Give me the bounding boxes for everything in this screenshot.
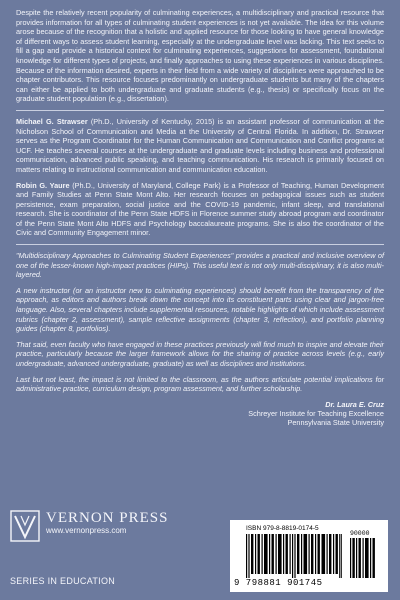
publisher-logo	[10, 510, 168, 542]
divider	[16, 244, 384, 245]
barcode-addon-digits: 90000	[350, 530, 370, 537]
reviewer-signature	[16, 400, 384, 427]
barcode-digits: 9 798881 901745	[234, 578, 323, 588]
divider	[16, 110, 384, 111]
review-paragraph: A new instructor (or an instructor new to culminating experiences) should benefit from the transparency of the approach, as editors and authors break down the concept into its constituent parts using clear and jargon-free language. Also, several chapters include supplemental resources, notable highlights of which include assessment rubrics (chapter 2, assessment), sample reflective assignments (chapter 3, reflection), and portfolio planning guides (chapter 8, portfolios).	[16, 285, 384, 334]
editor-name: Michael G. Strawser	[16, 116, 88, 126]
reviewer-affiliation: Schreyer Institute for Teaching Excellence	[248, 408, 384, 418]
series-name: SERIES IN EDUCATION	[10, 576, 116, 586]
barcode-bars	[246, 534, 342, 578]
review-paragraph: That said, even faculty who have engaged in these practices previously will find much to inspire and elevate their practice, particularly because the larger framework allows for the sharing of practice across levels (e.g., early undergraduate, advanced undergraduate, graduate) as well as disciplines and institutions.	[16, 339, 384, 368]
back-cover-text	[16, 8, 384, 427]
reviewer-name: Dr. Laura E. Cruz	[325, 399, 384, 409]
editor-name: Robin G. Yaure	[16, 180, 70, 190]
editor-bio-text: (Ph.D., University of Kentucky, 2015) is an assistant professor of communication at the Nicholson School of Communication and Media at the University of Central Florida. In addition, Dr. Strawser serves as the Program Coordinator for the Human Communication and Communication and Conflict programs at UCF. He teaches several courses at the undergraduate and graduate levels including business and professional communication, advanced public speaking, and teaching communication. His research is primarily focused on matters relating to instructional communication and communication education.	[16, 116, 385, 174]
editor-bio-strawser	[16, 117, 384, 175]
isbn-label: ISBN 979-8-8819-0174-5	[246, 525, 319, 532]
book-description: Despite the relatively recent popularity of culminating experiences, a multidisciplinary and practical resource that provides information for all types of culminating student experiences is not yet available. The idea for this volume arose because of the recognition that a holistic and applied resource for those looking to have general knowledge of different ways to assess student learning, especially at the undergraduate level was lacking. This text seeks to fill a gap and provide a historical context for culminating experiences, suggestions for assessment, foundational knowledge for different types of projects, and finally approaches to using these experiences in various disciplines. Because of the information desired, experts in their field from a wide variety of disciplines were approached to be chapter contributors. This resource focuses predominantly on undergraduate students but many of the chapters can either be applied to both undergraduate and graduate students (e.g., thesis) or specifically focus on the graduate student population (e.g., dissertation).	[16, 8, 384, 104]
publisher-url: www.vernonpress.com	[46, 526, 127, 535]
barcode-addon-bars	[350, 538, 376, 578]
review-paragraph: "Multidisciplinary Approaches to Culminating Student Experiences" provides a practical and inclusive overview of one of the lesser-known high-impact practices (HIPs). This useful text is not only multi-disciplinary, it is also multi-layered.	[16, 251, 384, 280]
review-paragraph: Last but not least, the impact is not limited to the classroom, as the authors articulate potential implications for administrative practice, curriculum design, program assessment, and further scholarship.	[16, 374, 384, 394]
barcode	[230, 520, 388, 592]
editor-bio-text: (Ph.D., University of Maryland, College Park) is a Professor of Teaching, Human Development and Family Studies at Penn State Mont Alto. Her research focuses on pedagogical issues such as student persistence, exam preparation, social justice and the COVID-19 pandemic, infant sleep, and translational research. She is coordinator of the Penn State HDFS in Florence summer study abroad program and coordinator of the Penn State Mont Alto HDFS and Psychology baccalaureate programs. She is also the coordinator of the Civic and Community Engagement minor.	[16, 180, 384, 238]
editor-bio-yaure	[16, 181, 384, 239]
vernon-press-logo-icon	[10, 510, 40, 542]
review-quote	[16, 251, 384, 394]
reviewer-affiliation: Pennsylvania State University	[287, 417, 384, 427]
publisher-name: VERNON PRESS	[46, 510, 169, 526]
